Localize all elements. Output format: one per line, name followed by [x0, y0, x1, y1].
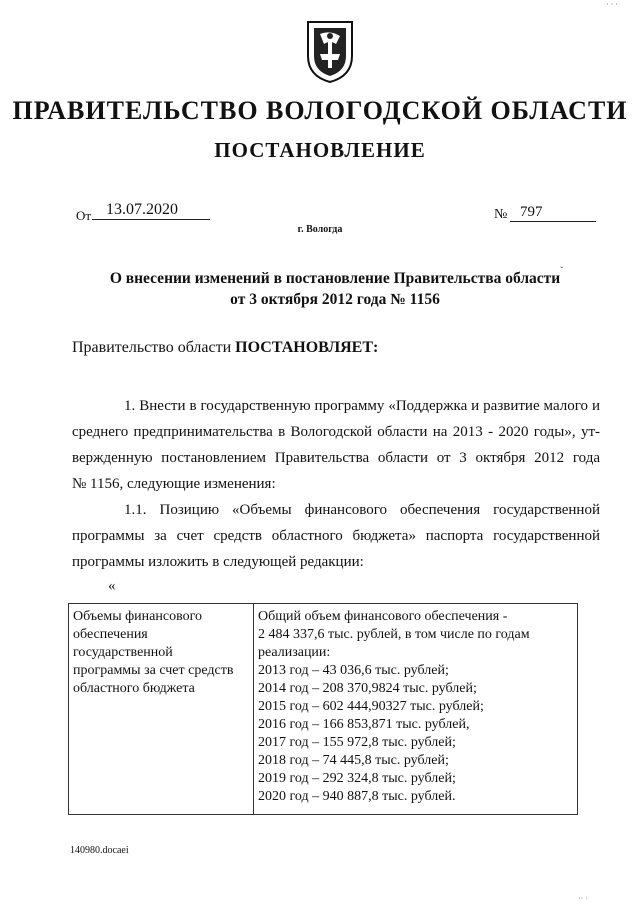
cell-line: 2018 год – 74 445,8 тыс. рублей; [258, 753, 449, 768]
document-subject [90, 268, 580, 310]
table-row [69, 604, 578, 815]
paragraph-line: среднего предпринимательства в Вологодской области на 2013 - 2020 годы», ут- [72, 424, 600, 440]
decrees-verb: ПОСТАНОВЛЯЕТ: [235, 339, 379, 356]
paragraph-line: программы за счет средств областного бюджета» паспорта государственной [72, 528, 600, 544]
cell-line: программы за счет средств [73, 663, 234, 678]
paragraph-line: программы изложить в следующей редакции: [72, 554, 364, 570]
coat-of-arms-icon [300, 16, 360, 86]
cell-line: обеспечения [73, 627, 148, 642]
paragraph-line: вержденную постановлением Правительства области от 3 октября 2012 года [72, 450, 600, 466]
cell-line: 2013 год – 43 036,6 тыс. рублей; [258, 663, 449, 678]
document-type: ПОСТАНОВЛЕНИЕ [214, 138, 426, 162]
cell-line: Объемы финансового [73, 609, 202, 624]
quote-open: « [108, 578, 116, 594]
cell-line: государственной [73, 645, 173, 660]
cell-line: 2020 год – 940 887,8 тыс. рублей. [258, 789, 456, 804]
date-prefix: От [76, 208, 92, 223]
decrees-line [72, 339, 378, 357]
scan-mark: ˇ [560, 266, 564, 277]
passport-table [68, 603, 578, 815]
cell-line: Общий объем финансового обеспечения - [258, 609, 508, 624]
paragraph-1 [72, 393, 600, 497]
table-cell-label [69, 604, 254, 815]
cell-line: областного бюджета [73, 681, 195, 696]
document-date: 13.07.2020 [92, 201, 210, 220]
document-number: 797 [510, 204, 596, 222]
corner-mark: ·· · [578, 894, 588, 903]
cell-line: 2015 год – 602 444,90327 тыс. рублей; [258, 699, 484, 714]
paragraph-line: 1.1. Позицию «Объемы финансового обеспечения государственной [124, 502, 600, 518]
cell-line: 2016 год – 166 853,871 тыс. рублей, [258, 717, 470, 732]
cell-line: реализации: [258, 645, 331, 660]
city: г. Вологда [297, 224, 343, 235]
subject-line: от 3 октября 2012 года № 1156 [230, 291, 440, 308]
paragraph-2 [72, 497, 600, 575]
paragraph-line: № 1156, следующие изменения: [72, 476, 276, 492]
government-title: ПРАВИТЕЛЬСТВО ВОЛОГОДСКОЙ ОБЛАСТИ [12, 96, 628, 125]
footer-filename: 140980.docaei [70, 845, 129, 856]
table-cell-value [254, 604, 578, 815]
cell-line: 2014 год – 208 370,9824 тыс. рублей; [258, 681, 477, 696]
decrees-lead: Правительство области [72, 339, 236, 356]
corner-mark: · · · [606, 0, 618, 9]
subject-line: О внесении изменений в постановление Правительства области [109, 270, 561, 287]
cell-line: 2017 год – 155 972,8 тыс. рублей; [258, 735, 456, 750]
cell-line: 2019 год – 292 324,8 тыс. рублей; [258, 771, 456, 786]
paragraph-line: 1. Внести в государственную программу «Поддержка и развитие малого и [124, 398, 600, 414]
number-prefix: № [494, 207, 508, 222]
cell-line: 2 484 337,6 тыс. рублей, в том числе по годам [258, 627, 530, 642]
